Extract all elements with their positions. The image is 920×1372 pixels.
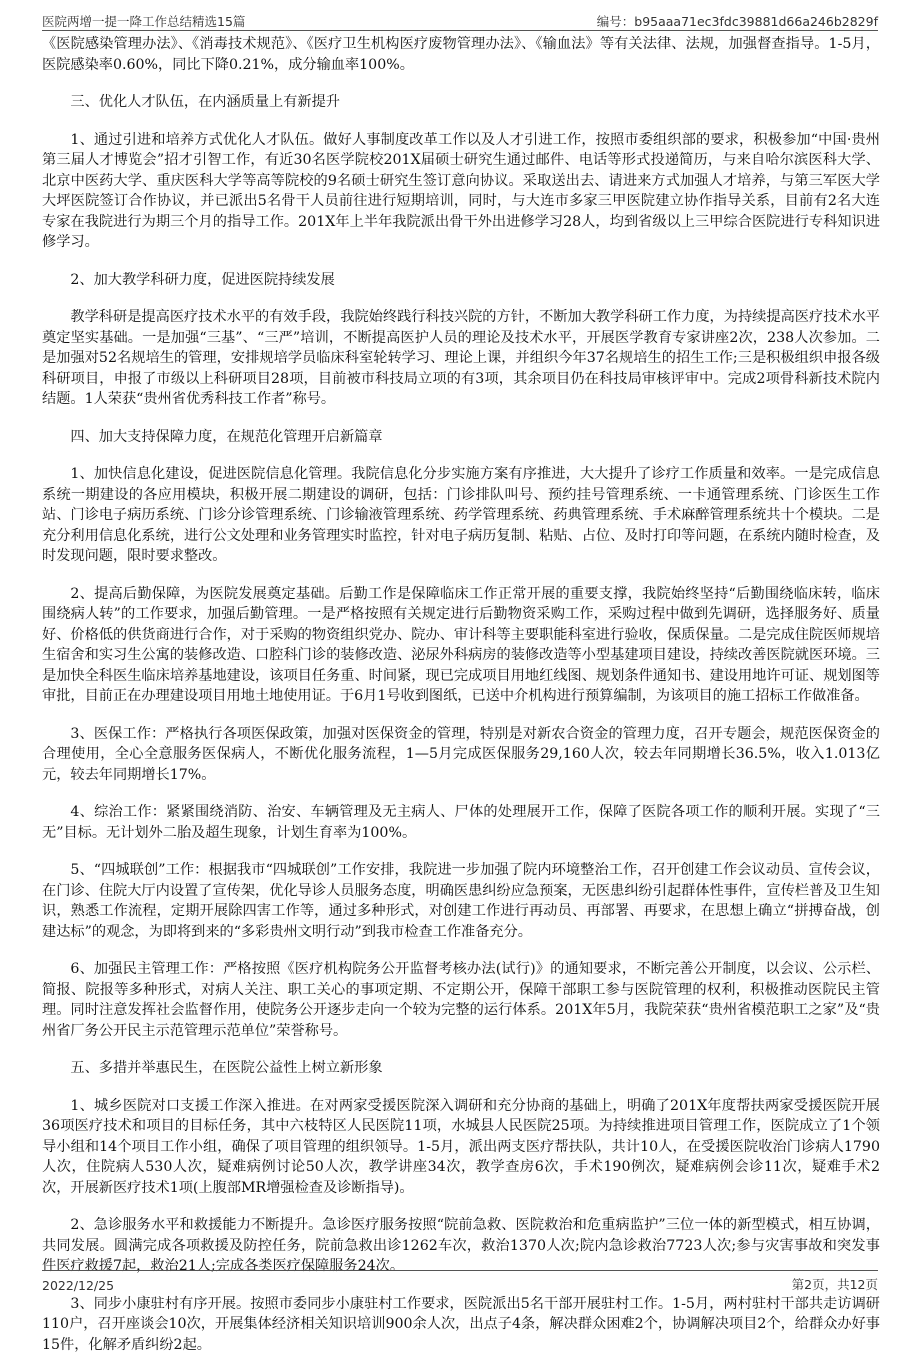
- paragraph: 2、急诊服务水平和救援能力不断提升。急诊医疗服务按照“院前急救、医院救治和危重病监护”三位一体的新型模式，相互协调，共同发展。圆满完成各项救援及防控任务，院前急救出诊1262车次，救治1370人次;院内急诊救治7723人次;参与灾害事故和突发事件医疗救援7起，救治21人;完成各类医疗保障服务24次。: [42, 1217, 880, 1274]
- paragraph: 《医院感染管理办法》、《消毒技术规范》、《医疗卫生机构医疗废物管理办法》、《输血法》等有关法律、法规，加强督查指导。1-5月，医院感染率0.60%，同比下降0.21%，成分输血率100%。: [42, 36, 880, 73]
- paragraph: 3、医保工作：严格执行各项医保政策，加强对医保资金的管理，特别是对新农合资金的管理力度，召开专题会，规范医保资金的合理使用，全心全意服务医保病人，不断优化服务流程，1—5月完成医保服务29,160人次，较去年同期增长36.5%，收入1.013亿元，较去年同期增长17%。: [42, 725, 880, 783]
- paragraph: 4、综治工作：紧紧围绕消防、治安、车辆管理及无主病人、尸体的处理展开工作，保障了医院各项工作的顺利开展。实现了“三无”目标。无计划外二胎及超生现象，计划生育率为100%。: [42, 804, 880, 841]
- page-number: 第2页，共12页: [791, 1277, 878, 1292]
- paragraph: 2、提高后勤保障，为医院发展奠定基础。后勤工作是保障临床工作正常开展的重要支撑，我院始终坚持“后勤围绕临床转，临床围绕病人转”的工作要求，加强后勤管理。一是严格按照有关规定进行后勤物资采购工作，采购过程中做到先调研，选择服务好、质量好、价格低的供货商进行合作，对于采购的物资组织党办、院办、审计科等主要职能科室进行验收，保质保量。二是完成住院医师规培生宿舍和实习生公寓的装修改造、口腔科门诊的装修改造、泌尿外科病房的装修改造等小型基建项目建设，持续改善医院就医环境。三是加快全科医生临床培养基地建设，该项目任务重、时间紧，现已完成项目用地红线图、规划条件通知书、建设用地许可证、规划图等审批，目前正在办理建设项目用地土地使用证。于6月1号收到图纸，已送中介机构进行预算编制，为该项目的施工招标工作做准备。: [42, 585, 880, 704]
- paragraph: 3、同步小康驻村有序开展。按照市委同步小康驻村工作要求，医院派出5名干部开展驻村工作。1-5月，两村驻村干部共走访调研110户，召开座谈会10次，开展集体经济相关知识培训900余人次，出点子4条，解决群众困难2个，协调解决项目2个，给群众办好事15件，化解矛盾纠纷2起。: [42, 1295, 880, 1353]
- paragraph: 6、加强民主管理工作：严格按照《医疗机构院务公开监督考核办法(试行)》的通知要求，不断完善公开制度，以会议、公示栏、简报、院报等多种形式，对病人关注、职工关心的事项定期、不定期公开，保障干部职工参与医院管理的权利，积极推动医院民主管理。同时注意发挥社会监督作用，使院务公开逐步走向一个较为完整的运行体系。201X年5月，我院荣获“贵州省模范职工之家”及“贵州省厂务公开民主示范管理示范单位”荣誉称号。: [42, 961, 880, 1039]
- paragraph: 教学科研是提高医疗技术水平的有效手段，我院始终践行科技兴院的方针，不断加大教学科研工作力度，为持续提高医疗技术水平奠定坚实基础。一是加强“三基”、“三严”培训，不断提高医护人员的理论及技术水平，开展医学教育专家讲座2次，238人次参加。二是加强对52名规培生的管理，安排规培学员临床科室轮转学习、理论上课，并组织今年37名规培生的招生工作;三是积极组织申报各级科研项目，申报了市级以上科研项目28项，目前被市科技局立项的有3项，其余项目仍在科技局审核评审中。完成2项骨科新技术院内结题。1人荣获“贵州省优秀科技工作者”称号。: [42, 309, 880, 407]
- page-footer: [42, 1270, 878, 1293]
- section-heading: 五、多措并举惠民生，在医院公益性上树立新形象: [70, 1060, 383, 1076]
- paragraph: 1、通过引进和培养方式优化人才队伍。做好人事制度改革工作以及人才引进工作，按照市委组织部的要求，积极参加“中国·贵州第三届人才博览会”招才引智工作，有近30名医学院校201X届硕士研究生通过邮件、电话等形式投递简历，与来自哈尔滨医科大学、北京中医药大学、重庆医科大学等高等院校的9名硕士研究生签订意向协议。采取送出去、请进来方式加强人才培养，与第三军医大学大坪医院签订合作协议，并已派出5名骨干人员前往进行短期培训，同时，与大连市多家三甲医院建立协作指导关系，目前有2名大连专家在我院进行为期三个月的指导工作。201X年上半年我院派出骨干外出进修学习28人，均到省级以上三甲综合医院进行专科知识进修学习。: [42, 131, 880, 250]
- paragraph: 5、“四城联创”工作：根据我市“四城联创”工作安排，我院进一步加强了院内环境整治工作，召开创建工作会议动员、宣传会议，在门诊、住院大厅内设置了宣传架，优化导诊人员服务态度，明确医患纠纷应急预案，无医患纠纷引起群体性事件，宣传栏普及卫生知识，熟悉工作流程，定期开展除四害工作等，通过多种形式，对创建工作进行再动员、再部署、再要求，在思想上确立“拼搏奋战，创建达标”的观念，为即将到来的“多彩贵州文明行动”到我市检查工作准备充分。: [42, 862, 880, 940]
- document-body: [42, 34, 880, 1372]
- section-heading: 三、优化人才队伍，在内涵质量上有新提升: [70, 94, 340, 110]
- section-heading: 2、加大教学科研力度，促进医院持续发展: [70, 271, 335, 288]
- page-header: [42, 8, 878, 31]
- footer-date: 2022/12/25: [42, 1278, 115, 1293]
- section-heading: 四、加大支持保障力度，在规范化管理开启新篇章: [70, 428, 383, 445]
- paragraph: 1、加快信息化建设，促进医院信息化管理。我院信息化分步实施方案有序推进，大大提升了诊疗工作质量和效率。一是完成信息系统一期建设的各应用模块，积极开展二期建设的调研，包括：门诊排队叫号、预约挂号管理系统、一卡通管理系统、门诊医生工作站、门诊电子病历系统、门诊分诊管理系统、门诊输液管理系统、药学管理系统、药典管理系统、手术麻醉管理系统共十个模块。二是充分利用信息化系统，进行公文处理和业务管理实时监控，针对电子病历复制、粘贴、占位、及时打印等问题，在系统内随时检查，及时发现问题，限时要求整改。: [42, 466, 880, 564]
- document-title: 医院两增一提一降工作总结精选15篇: [42, 14, 246, 29]
- paragraph: 1、城乡医院对口支援工作深入推进。在对两家受援医院深入调研和充分协商的基础上，明确了201X年度帮扶两家受援医院开展36项医疗技术和项目的目标任务，其中六枝特区人民医院11项，水城县人民医院25项。为持续推进项目管理工作，医院成立了1个领导小组和14个项目工作小组，确保了项目管理的组织领导。1-5月，派出两支医疗帮扶队，共计10人，在受援医院收治门诊病人1790人次，住院病人530人次，疑难病例讨论50人次，教学讲座34次，教学查房6次，手术190例次，疑难病例会诊11次，疑难手术2 次，开展新医疗技术1项(上腹部MR增强检查及诊断指导)。: [42, 1097, 880, 1196]
- document-id: 编号：b95aaa71ec3fdc39881d66a246b2829f: [596, 14, 878, 29]
